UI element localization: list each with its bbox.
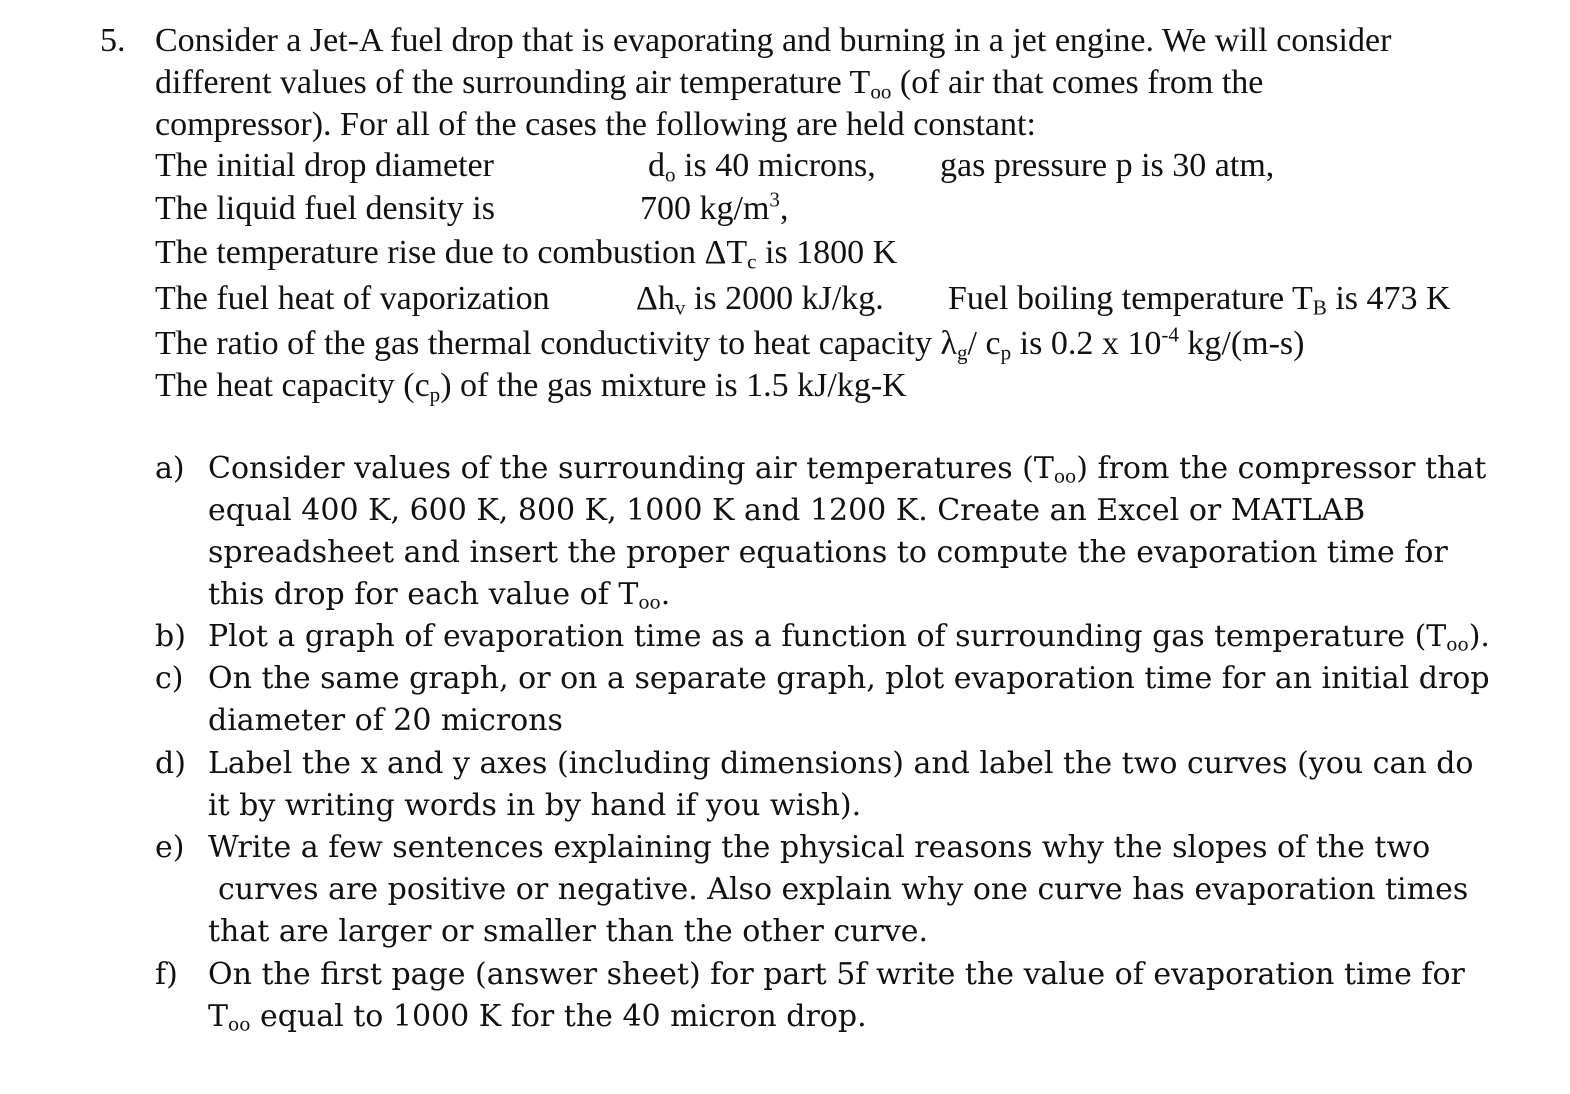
part-a-text-4a: this drop for each value of T [208,577,639,612]
part-a-line-4 [208,577,671,614]
part-b-text-1a: Plot a graph of evaporation time as a function of surrounding gas temperature (T [208,619,1447,654]
diameter-label: The initial drop diameter [155,147,494,184]
part-f-text-2a: T [208,999,229,1034]
diameter-text: is 40 microns, [684,147,876,184]
part-e-label: e) [155,830,185,865]
heat-capacity-text: The heat capacity (c [155,367,430,404]
ratio-value: is 0.2 x 10 [1019,325,1162,362]
ratio-units: kg/(m-s) [1187,325,1305,362]
part-b-t-sub: oo [1446,634,1469,656]
part-b-text-1b: ). [1468,619,1490,654]
part-c-line-2: diameter of 20 microns [208,703,563,738]
part-e-line-2: curves are positive or negative. Also explain why one curve has evaporation times [218,872,1469,907]
density-value [640,187,789,227]
part-a-line-2: equal 400 K, 600 K, 800 K, 1000 K and 1200 K. Create an Excel or MATLAB [208,493,1366,528]
diameter-symbol: d [648,147,665,184]
intro-text-3: compressor). For all of the cases the following are held constant: [155,106,1036,143]
part-a-text-1a: Consider values of the surrounding air temperatures (T [208,451,1054,486]
heat-capacity-sub: p [429,382,441,407]
ratio-line [155,322,1305,365]
part-c-line-1: On the same graph, or on a separate graph, plot evaporation time for an initial drop [208,661,1490,696]
part-f-line-1: On the first page (answer sheet) for part 5f write the value of evaporation time for [208,957,1465,992]
vaporization-text: is 2000 kJ/kg. [693,280,884,317]
boiling-sub: B [1312,295,1327,320]
t-infinity-sub: oo [870,79,892,104]
boiling-text: Fuel boiling temperature T [948,280,1313,317]
intro-text-2a: different values of the surrounding air temperature T [155,64,871,101]
vaporization-symbol: Δh [636,280,675,317]
vaporization-value [636,280,884,320]
ratio-symbol: λ [940,325,957,362]
part-f-line-2 [208,999,867,1036]
ratio-symbol-cp: / c [967,325,1001,362]
part-f-text-2b: equal to 1000 K for the 40 micron drop. [259,999,867,1034]
temp-rise-line [155,234,898,274]
part-b-label: b) [155,619,186,654]
intro-line-2 [155,64,1264,104]
boiling-temperature [948,280,1451,320]
density-end: , [779,190,789,227]
part-e-line-1: Write a few sentences explaining the physical reasons why the slopes of the two [208,830,1431,865]
pressure-value: gas pressure p is 30 atm, [940,147,1275,184]
density-text: 700 kg/m [640,190,770,227]
part-a-text-1b: ) from the compressor that [1076,451,1487,486]
heat-capacity-line [155,367,907,407]
intro-line-1 [155,24,1391,58]
ratio-exponent: -4 [1161,322,1179,347]
part-d-line-1: Label the x and y axes (including dimensions) and label the two curves (you can do [208,746,1474,781]
part-a-t-sub-2: oo [638,592,661,614]
heat-capacity-value: ) of the gas mixture is 1.5 kJ/kg-K [440,367,907,404]
part-f-t-sub: oo [228,1014,251,1036]
temp-rise-sub: c [747,249,757,274]
intro-text-2b: (of air that comes from the [899,64,1264,101]
part-f-label: f) [155,957,178,992]
vaporization-sub: v [674,295,686,320]
part-c-label: c) [155,661,184,696]
temp-rise-text: The temperature rise due to combustion ΔT [155,234,748,271]
ratio-label: The ratio of the gas thermal conductivity to heat capacity [155,325,932,362]
ratio-symbol-sub: g [957,340,968,365]
part-a-line-3: spreadsheet and insert the proper equations to compute the evaporation time for [208,535,1448,570]
part-a-label: a) [155,451,185,486]
temp-rise-value: is 1800 K [765,234,898,271]
part-d-line-2: it by writing words in by hand if you wish). [208,788,862,823]
boiling-value: is 473 K [1335,280,1451,317]
part-a-t-sub: oo [1053,466,1077,488]
part-a-text-4b: . [660,577,671,612]
part-d-label: d) [155,746,186,781]
part-a-line-1 [208,451,1487,488]
ratio-symbol-sub2: p [1000,340,1012,365]
density-sup: 3 [769,187,780,212]
part-e-line-3: that are larger or smaller than the other curve. [208,914,929,949]
diameter-value [648,147,876,187]
diameter-sub: o [665,162,676,187]
part-b-line-1 [208,619,1490,656]
vaporization-label: The fuel heat of vaporization [155,280,550,317]
problem-number: 5. [100,22,126,59]
intro-text-1: Consider a Jet-A fuel drop that is evaporating and burning in a jet engine. We will consider [155,22,1392,59]
density-label: The liquid fuel density is [155,190,495,227]
intro-line-3 [155,108,1036,142]
